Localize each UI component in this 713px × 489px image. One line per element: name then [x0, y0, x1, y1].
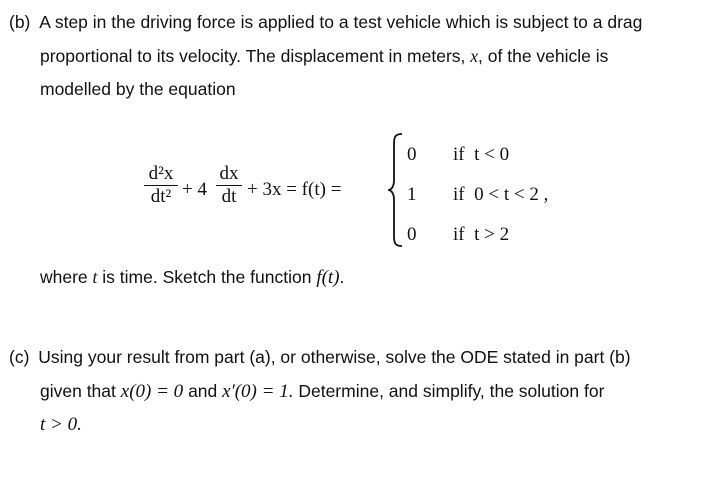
frac2-den: dt: [221, 186, 237, 207]
part-b-text-3: modelled by the equation: [40, 79, 236, 99]
part-b-text-1: A step in the driving force is applied to a test vehicle which is subject to a drag: [39, 12, 643, 32]
cond-t-positive: t > 0.: [40, 414, 82, 435]
equation-rest: + 3x = f(t) =: [247, 179, 342, 200]
where-end: .: [339, 267, 345, 287]
case-1-condition: if t < 0: [453, 144, 510, 165]
part-c-text-2a: given that: [40, 381, 116, 401]
part-c-text-1: Using your result from part (a), or otherwise, solve the ODE stated in part (b): [38, 347, 631, 367]
cond-x0: x(0) = 0: [120, 381, 184, 402]
part-c-line-3: [40, 413, 82, 436]
part-b-text-2b: , of the vehicle is: [478, 46, 609, 66]
func-f-t: f(t): [316, 267, 340, 288]
part-c-text-2b: Determine, and simplify, the solution for: [298, 381, 605, 401]
frac2-num: dx: [219, 163, 239, 184]
where-text-b: is time. Sketch the function: [102, 267, 312, 287]
where-line: [40, 266, 344, 289]
part-c-and: and: [188, 381, 218, 401]
var-x: x: [470, 46, 479, 66]
case-3-condition: if t > 2: [453, 224, 510, 245]
case-1-value: 0: [407, 144, 417, 165]
case-2-condition: if 0 < t < 2 ,: [453, 184, 549, 205]
part-b-text-2a: proportional to its velocity. The displacement in meters,: [40, 46, 466, 66]
part-c-line-2: [40, 380, 604, 403]
part-c-label: (c): [9, 347, 30, 367]
part-c-line-1: [9, 346, 631, 368]
part-b-label: (b): [9, 12, 31, 32]
left-brace: [388, 132, 404, 248]
frac1-den: dt²: [150, 186, 172, 207]
frac-d2x-dt2: [144, 164, 178, 207]
frac1-num: d²x: [148, 163, 174, 184]
plus-four: + 4: [182, 179, 207, 200]
case-3-value: 0: [407, 224, 417, 245]
var-t: t: [92, 267, 98, 287]
case-2-value: 1: [407, 184, 417, 205]
frac-dx-dt: [216, 164, 242, 207]
cond-xp0: x′(0) = 1.: [222, 381, 294, 402]
where-text-a: where: [40, 267, 88, 287]
